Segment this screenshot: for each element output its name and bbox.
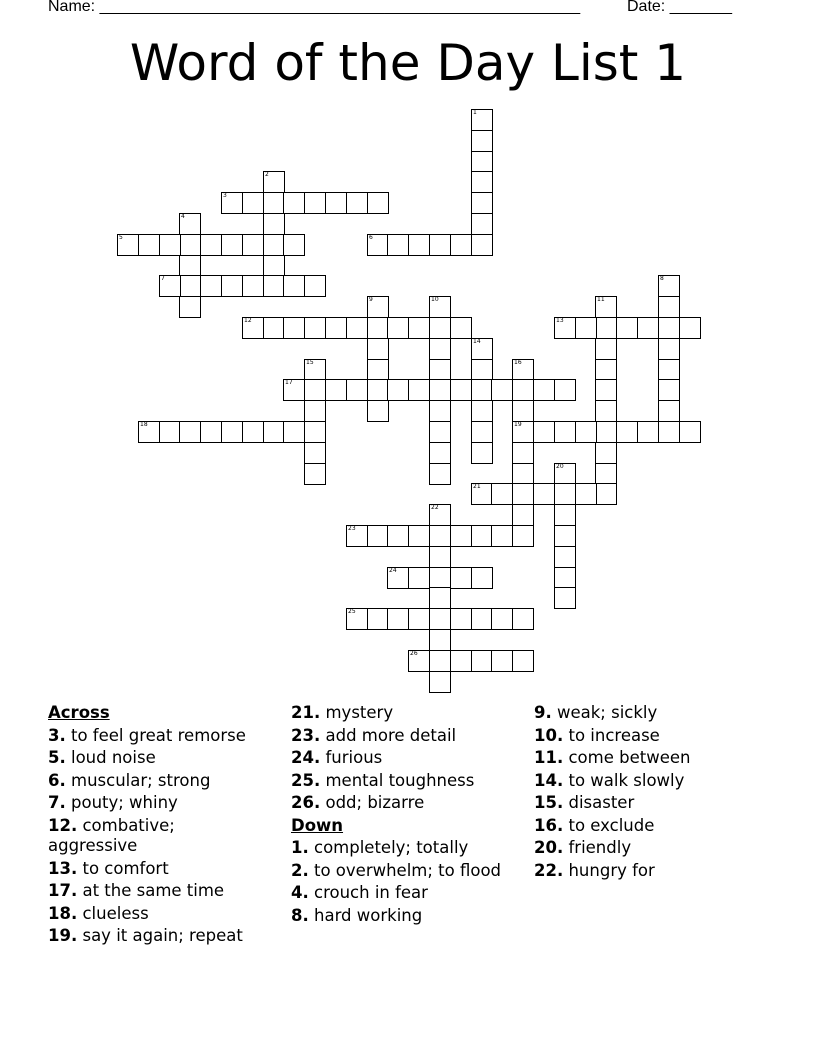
clue-number: 1 bbox=[473, 109, 477, 116]
clue-text: come between bbox=[563, 748, 691, 767]
grid-cell[interactable] bbox=[242, 421, 264, 443]
grid-cell[interactable] bbox=[367, 317, 389, 339]
across-clue bbox=[48, 748, 268, 769]
grid-cell[interactable] bbox=[367, 400, 389, 422]
across-clue-list bbox=[48, 726, 268, 947]
grid-cell[interactable] bbox=[283, 379, 305, 401]
down-clue bbox=[534, 861, 774, 882]
grid-cell[interactable] bbox=[679, 317, 701, 339]
down-clue-list-continued bbox=[534, 703, 774, 881]
grid-cell[interactable] bbox=[429, 463, 451, 485]
grid-cell[interactable] bbox=[616, 317, 638, 339]
grid-cell[interactable] bbox=[325, 192, 347, 214]
across-clue bbox=[48, 881, 268, 902]
grid-cell[interactable] bbox=[471, 171, 493, 193]
down-clue bbox=[291, 838, 511, 859]
grid-cell[interactable] bbox=[575, 317, 597, 339]
clue-number: 13. bbox=[48, 858, 78, 878]
grid-cell[interactable] bbox=[471, 400, 493, 422]
grid-cell[interactable] bbox=[658, 275, 680, 297]
grid-cell[interactable] bbox=[179, 421, 201, 443]
grid-cell[interactable] bbox=[367, 359, 389, 381]
clue-number: 4. bbox=[291, 883, 309, 902]
grid-cell[interactable] bbox=[471, 192, 493, 214]
grid-cell[interactable] bbox=[429, 525, 451, 547]
clue-number: 11. bbox=[534, 748, 564, 767]
grid-cell[interactable] bbox=[367, 234, 389, 256]
grid-cell[interactable] bbox=[221, 192, 243, 214]
clue-number: 18. bbox=[48, 903, 78, 923]
grid-cell[interactable] bbox=[367, 192, 389, 214]
grid-cell[interactable] bbox=[387, 234, 409, 256]
clue-number: 17 bbox=[285, 379, 293, 386]
clue-text: mystery bbox=[320, 703, 394, 722]
grid-cell[interactable] bbox=[242, 234, 264, 256]
clue-number: 7. bbox=[48, 793, 66, 812]
clue-text: to comfort bbox=[77, 858, 169, 878]
clue-number: 14 bbox=[473, 338, 481, 345]
grid-cell[interactable] bbox=[471, 442, 493, 464]
grid-cell[interactable] bbox=[533, 379, 555, 401]
down-clue bbox=[291, 861, 511, 882]
across-clue bbox=[48, 926, 268, 947]
grid-cell[interactable] bbox=[554, 317, 576, 339]
grid-cell[interactable] bbox=[138, 234, 160, 256]
clue-number: 19 bbox=[514, 421, 522, 428]
grid-cell[interactable] bbox=[471, 608, 493, 630]
grid-cell[interactable] bbox=[491, 650, 513, 672]
grid-cell[interactable] bbox=[658, 296, 680, 318]
grid-cell[interactable] bbox=[450, 608, 472, 630]
grid-cell[interactable] bbox=[429, 442, 451, 464]
grid-cell[interactable] bbox=[159, 421, 181, 443]
clue-text: to overwhelm; to flood bbox=[308, 860, 502, 880]
grid-cell[interactable] bbox=[408, 317, 430, 339]
clue-number: 22. bbox=[534, 860, 564, 880]
grid-cell[interactable] bbox=[159, 234, 181, 256]
grid-cell[interactable] bbox=[512, 421, 534, 443]
grid-cell[interactable] bbox=[221, 234, 243, 256]
grid-cell[interactable] bbox=[450, 567, 472, 589]
grid-cell[interactable] bbox=[367, 338, 389, 360]
clue-text: clueless bbox=[77, 903, 149, 923]
clue-number: 1. bbox=[291, 838, 309, 857]
grid-cell[interactable] bbox=[512, 608, 534, 630]
grid-cell[interactable] bbox=[450, 234, 472, 256]
clue-number: 20 bbox=[556, 463, 564, 470]
grid-cell[interactable] bbox=[533, 483, 555, 505]
grid-cell[interactable] bbox=[512, 504, 534, 526]
grid-cell[interactable] bbox=[408, 608, 430, 630]
grid-cell[interactable] bbox=[367, 296, 389, 318]
clue-text: to walk slowly bbox=[563, 770, 685, 790]
clue-number: 25. bbox=[291, 770, 321, 790]
clue-number: 16 bbox=[514, 359, 522, 366]
across-clue bbox=[291, 748, 511, 769]
clue-number: 9. bbox=[534, 703, 552, 722]
clue-text: weak; sickly bbox=[551, 703, 658, 722]
grid-cell[interactable] bbox=[263, 192, 285, 214]
clue-number: 21 bbox=[473, 483, 481, 490]
clue-text: hungry for bbox=[563, 860, 655, 880]
grid-cell[interactable] bbox=[491, 483, 513, 505]
grid-cell[interactable] bbox=[387, 379, 409, 401]
grid-cell[interactable] bbox=[408, 650, 430, 672]
grid-cell[interactable] bbox=[595, 338, 617, 360]
grid-cell[interactable] bbox=[429, 608, 451, 630]
clue-number: 4 bbox=[181, 213, 185, 220]
grid-cell[interactable] bbox=[637, 421, 659, 443]
grid-cell[interactable] bbox=[263, 255, 285, 277]
across-clue bbox=[48, 859, 268, 880]
grid-cell[interactable] bbox=[679, 421, 701, 443]
clue-number: 14. bbox=[534, 770, 564, 790]
grid-cell[interactable] bbox=[429, 338, 451, 360]
clue-text: loud noise bbox=[65, 748, 156, 767]
grid-cell[interactable] bbox=[429, 671, 451, 693]
grid-cell[interactable] bbox=[512, 359, 534, 381]
grid-cell[interactable] bbox=[658, 338, 680, 360]
grid-cell[interactable] bbox=[304, 379, 326, 401]
grid-cell[interactable] bbox=[304, 421, 326, 443]
grid-cell[interactable] bbox=[117, 234, 139, 256]
clue-number: 2. bbox=[291, 860, 309, 880]
grid-cell[interactable] bbox=[408, 234, 430, 256]
grid-cell[interactable] bbox=[533, 421, 555, 443]
clue-text: to increase bbox=[563, 725, 660, 745]
down-clue-list bbox=[291, 838, 511, 926]
grid-cell[interactable] bbox=[429, 421, 451, 443]
grid-cell[interactable] bbox=[387, 567, 409, 589]
clue-text: to exclude bbox=[563, 815, 655, 835]
clue-number: 9 bbox=[369, 296, 373, 303]
grid-cell[interactable] bbox=[304, 442, 326, 464]
down-clue bbox=[534, 816, 774, 837]
clue-text: combative; aggressive bbox=[48, 815, 175, 855]
grid-cell[interactable] bbox=[221, 421, 243, 443]
clue-number: 12 bbox=[244, 317, 252, 324]
clue-number: 10. bbox=[534, 725, 564, 745]
date-field[interactable]: Date: _______ bbox=[627, 0, 732, 15]
grid-cell[interactable] bbox=[595, 483, 617, 505]
grid-cell[interactable] bbox=[367, 525, 389, 547]
grid-cell[interactable] bbox=[575, 421, 597, 443]
grid-cell[interactable] bbox=[471, 650, 493, 672]
grid-cell[interactable] bbox=[179, 213, 201, 235]
down-clue bbox=[534, 748, 774, 769]
grid-cell[interactable] bbox=[512, 525, 534, 547]
clue-text: odd; bizarre bbox=[320, 793, 425, 812]
grid-cell[interactable] bbox=[512, 483, 534, 505]
grid-cell[interactable] bbox=[304, 463, 326, 485]
grid-cell[interactable] bbox=[304, 359, 326, 381]
across-clue bbox=[48, 793, 268, 814]
grid-cell[interactable] bbox=[450, 379, 472, 401]
across-clue bbox=[291, 771, 511, 792]
grid-cell[interactable] bbox=[367, 379, 389, 401]
clue-column-3 bbox=[534, 703, 774, 883]
across-clue bbox=[291, 703, 511, 724]
grid-cell[interactable] bbox=[512, 379, 534, 401]
grid-cell[interactable] bbox=[554, 504, 576, 526]
clue-number: 18 bbox=[140, 421, 148, 428]
grid-cell[interactable] bbox=[408, 567, 430, 589]
clue-number: 8 bbox=[660, 275, 664, 282]
grid-cell[interactable] bbox=[450, 317, 472, 339]
clue-text: pouty; whiny bbox=[65, 793, 178, 812]
grid-cell[interactable] bbox=[429, 650, 451, 672]
grid-cell[interactable] bbox=[283, 234, 305, 256]
page-title: Word of the Day List 1 bbox=[129, 34, 687, 92]
clue-text: mental toughness bbox=[320, 770, 475, 790]
grid-cell[interactable] bbox=[408, 379, 430, 401]
grid-cell[interactable] bbox=[429, 296, 451, 318]
clue-number: 16. bbox=[534, 815, 564, 835]
clue-text: add more detail bbox=[320, 725, 457, 745]
grid-cell[interactable] bbox=[554, 546, 576, 568]
clue-number: 6 bbox=[369, 234, 373, 241]
clue-number: 6. bbox=[48, 770, 66, 790]
grid-cell[interactable] bbox=[408, 525, 430, 547]
grid-cell[interactable] bbox=[346, 317, 368, 339]
clue-number: 15 bbox=[306, 359, 314, 366]
grid-cell[interactable] bbox=[283, 275, 305, 297]
grid-cell[interactable] bbox=[512, 400, 534, 422]
grid-cell[interactable] bbox=[263, 213, 285, 235]
grid-cell[interactable] bbox=[595, 463, 617, 485]
down-clue bbox=[534, 838, 774, 859]
grid-cell[interactable] bbox=[429, 359, 451, 381]
clue-number: 17. bbox=[48, 881, 78, 900]
grid-cell[interactable] bbox=[595, 400, 617, 422]
grid-cell[interactable] bbox=[471, 567, 493, 589]
grid-cell[interactable] bbox=[429, 400, 451, 422]
grid-cell[interactable] bbox=[200, 275, 222, 297]
clue-column-2 bbox=[291, 703, 511, 928]
grid-cell[interactable] bbox=[429, 379, 451, 401]
grid-cell[interactable] bbox=[429, 317, 451, 339]
grid-cell[interactable] bbox=[595, 442, 617, 464]
grid-cell[interactable] bbox=[200, 421, 222, 443]
grid-cell[interactable] bbox=[346, 379, 368, 401]
clue-number: 5 bbox=[119, 234, 123, 241]
grid-cell[interactable] bbox=[304, 192, 326, 214]
clue-text: hard working bbox=[308, 905, 423, 925]
grid-cell[interactable] bbox=[512, 650, 534, 672]
clue-text: at the same time bbox=[77, 881, 225, 900]
clue-number: 3 bbox=[223, 192, 227, 199]
clue-number: 24. bbox=[291, 748, 321, 767]
grid-cell[interactable] bbox=[491, 525, 513, 547]
grid-cell[interactable] bbox=[242, 317, 264, 339]
grid-cell[interactable] bbox=[325, 379, 347, 401]
grid-cell[interactable] bbox=[263, 171, 285, 193]
across-clue bbox=[291, 793, 511, 814]
grid-cell[interactable] bbox=[595, 359, 617, 381]
grid-cell[interactable] bbox=[575, 483, 597, 505]
across-clue bbox=[48, 816, 268, 857]
grid-cell[interactable] bbox=[179, 275, 201, 297]
grid-cell[interactable] bbox=[554, 587, 576, 609]
grid-cell[interactable] bbox=[263, 317, 285, 339]
grid-cell[interactable] bbox=[450, 650, 472, 672]
grid-cell[interactable] bbox=[200, 234, 222, 256]
grid-cell[interactable] bbox=[595, 296, 617, 318]
grid-cell[interactable] bbox=[471, 213, 493, 235]
clue-number: 11 bbox=[597, 296, 605, 303]
down-clue bbox=[534, 771, 774, 792]
grid-cell[interactable] bbox=[179, 296, 201, 318]
grid-cell[interactable] bbox=[325, 317, 347, 339]
grid-cell[interactable] bbox=[283, 317, 305, 339]
clue-text: to feel great remorse bbox=[65, 725, 246, 745]
across-clue-list-continued bbox=[291, 703, 511, 814]
grid-cell[interactable] bbox=[429, 504, 451, 526]
clue-number: 5. bbox=[48, 748, 66, 767]
grid-cell[interactable] bbox=[387, 317, 409, 339]
grid-cell[interactable] bbox=[283, 421, 305, 443]
down-clue bbox=[534, 793, 774, 814]
grid-cell[interactable] bbox=[471, 151, 493, 173]
clue-number: 20. bbox=[534, 838, 564, 857]
clue-number: 10 bbox=[431, 296, 439, 303]
grid-cell[interactable] bbox=[491, 379, 513, 401]
across-clue bbox=[48, 904, 268, 925]
down-heading: Down bbox=[291, 815, 344, 835]
clue-text: say it again; repeat bbox=[77, 926, 243, 945]
down-clue bbox=[291, 883, 511, 904]
grid-cell[interactable] bbox=[471, 525, 493, 547]
clue-text: muscular; strong bbox=[65, 770, 211, 790]
grid-cell[interactable] bbox=[450, 525, 472, 547]
clue-text: completely; totally bbox=[308, 838, 469, 857]
clue-number: 15. bbox=[534, 793, 564, 812]
grid-cell[interactable] bbox=[346, 525, 368, 547]
clue-number: 12. bbox=[48, 815, 78, 835]
name-field[interactable]: Name: ______________________________________________________ bbox=[48, 0, 581, 15]
clue-number: 8. bbox=[291, 905, 309, 925]
grid-cell[interactable] bbox=[304, 275, 326, 297]
grid-cell[interactable] bbox=[159, 275, 181, 297]
clue-number: 21. bbox=[291, 703, 321, 722]
grid-cell[interactable] bbox=[471, 379, 493, 401]
across-clue bbox=[291, 726, 511, 747]
grid-cell[interactable] bbox=[263, 234, 285, 256]
clue-number: 26. bbox=[291, 793, 321, 812]
grid-cell[interactable] bbox=[429, 587, 451, 609]
grid-cell[interactable] bbox=[471, 359, 493, 381]
clue-number: 23 bbox=[348, 525, 356, 532]
grid-cell[interactable] bbox=[554, 379, 576, 401]
across-heading: Across bbox=[48, 703, 110, 722]
grid-cell[interactable] bbox=[471, 338, 493, 360]
grid-cell[interactable] bbox=[471, 109, 493, 131]
down-clue bbox=[291, 906, 511, 927]
grid-cell[interactable] bbox=[367, 608, 389, 630]
clue-text: crouch in fear bbox=[308, 883, 428, 902]
clue-number: 2 bbox=[265, 171, 269, 178]
grid-cell[interactable] bbox=[595, 379, 617, 401]
grid-cell[interactable] bbox=[242, 275, 264, 297]
grid-cell[interactable] bbox=[554, 463, 576, 485]
grid-cell[interactable] bbox=[471, 130, 493, 152]
clue-text: friendly bbox=[563, 838, 632, 857]
grid-cell[interactable] bbox=[554, 567, 576, 589]
down-clue bbox=[534, 726, 774, 747]
grid-cell[interactable] bbox=[429, 567, 451, 589]
grid-cell[interactable] bbox=[658, 317, 680, 339]
clue-number: 19. bbox=[48, 926, 78, 945]
grid-cell[interactable] bbox=[346, 192, 368, 214]
grid-cell[interactable] bbox=[304, 400, 326, 422]
clue-number: 7 bbox=[161, 275, 165, 282]
clue-number: 25 bbox=[348, 608, 356, 615]
grid-cell[interactable] bbox=[471, 421, 493, 443]
grid-cell[interactable] bbox=[491, 608, 513, 630]
clue-number: 3. bbox=[48, 725, 66, 745]
grid-cell[interactable] bbox=[512, 442, 534, 464]
grid-cell[interactable] bbox=[658, 400, 680, 422]
grid-cell[interactable] bbox=[658, 359, 680, 381]
clue-number: 22 bbox=[431, 504, 439, 511]
grid-cell[interactable] bbox=[138, 421, 160, 443]
grid-cell[interactable] bbox=[595, 317, 617, 339]
grid-cell[interactable] bbox=[616, 421, 638, 443]
across-clue bbox=[48, 771, 268, 792]
down-clue bbox=[534, 703, 774, 724]
grid-cell[interactable] bbox=[658, 379, 680, 401]
clue-number: 24 bbox=[389, 567, 397, 574]
grid-cell[interactable] bbox=[221, 275, 243, 297]
grid-cell[interactable] bbox=[471, 234, 493, 256]
grid-cell[interactable] bbox=[263, 421, 285, 443]
grid-cell[interactable] bbox=[242, 192, 264, 214]
grid-cell[interactable] bbox=[658, 421, 680, 443]
grid-cell[interactable] bbox=[512, 463, 534, 485]
across-clue bbox=[48, 726, 268, 747]
grid-cell[interactable] bbox=[429, 629, 451, 651]
clue-number: 23. bbox=[291, 725, 321, 745]
grid-cell[interactable] bbox=[263, 275, 285, 297]
grid-cell[interactable] bbox=[554, 483, 576, 505]
clue-number: 26 bbox=[410, 650, 418, 657]
grid-cell[interactable] bbox=[554, 421, 576, 443]
grid-cell[interactable] bbox=[637, 317, 659, 339]
grid-cell[interactable] bbox=[387, 608, 409, 630]
grid-cell[interactable] bbox=[346, 608, 368, 630]
grid-cell[interactable] bbox=[429, 234, 451, 256]
grid-cell[interactable] bbox=[283, 192, 305, 214]
grid-cell[interactable] bbox=[429, 546, 451, 568]
grid-cell[interactable] bbox=[595, 421, 617, 443]
clue-column-1 bbox=[48, 703, 268, 949]
clue-text: furious bbox=[320, 748, 383, 767]
grid-cell[interactable] bbox=[471, 483, 493, 505]
grid-cell[interactable] bbox=[554, 525, 576, 547]
grid-cell[interactable] bbox=[304, 317, 326, 339]
grid-cell[interactable] bbox=[179, 255, 201, 277]
grid-cell[interactable] bbox=[387, 525, 409, 547]
grid-cell[interactable] bbox=[179, 234, 201, 256]
clue-number: 13 bbox=[556, 317, 564, 324]
clue-text: disaster bbox=[563, 793, 635, 812]
